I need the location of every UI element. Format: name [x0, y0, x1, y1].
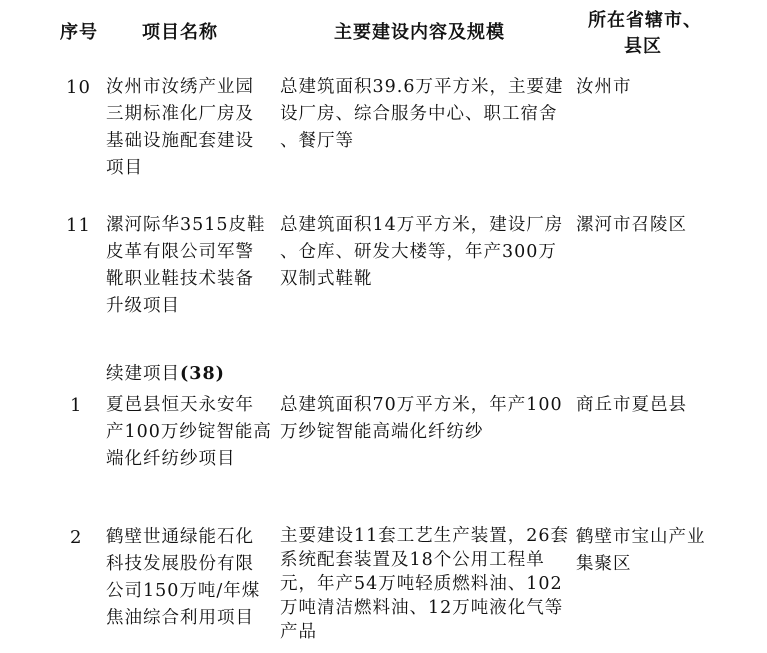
row-1-content: 总建筑面积70万平方米，年产100 万纱锭智能高端化纤纺纱 [280, 395, 563, 442]
section-count: (38) [180, 364, 225, 384]
row-11-region: 漯河市召陵区 [576, 215, 687, 235]
header-col-region-line1: 所在省辖市、 [588, 10, 702, 31]
header-col-content: 主要建设内容及规模 [334, 22, 505, 43]
row-11-content: 总建筑面积14万平方米，建设厂房 、仓库、研发大楼等，年产300万 双制式鞋靴 [280, 215, 564, 289]
row-1-no: 1 [70, 395, 83, 416]
row-2-content: 主要建设11套工艺生产装置，26套 系统配套装置及18个公用工程单 元，年产54万吨轻质燃料油、102 万吨清洁燃料油、12万吨液化气等 产品 [280, 526, 570, 642]
row-10-no: 10 [66, 77, 91, 98]
row-11-no: 11 [66, 215, 91, 236]
header-col-region-line2: 县区 [624, 36, 662, 57]
row-2-no: 2 [70, 527, 83, 548]
header-col-name: 项目名称 [142, 22, 218, 43]
row-10-content: 总建筑面积39.6万平方米，主要建 设厂房、综合服务中心、职工宿舍 、餐厅等 [280, 77, 564, 151]
header-col-no: 序号 [60, 22, 98, 43]
section-label: 续建项目 [106, 364, 180, 384]
row-1-region: 商丘市夏邑县 [576, 395, 687, 415]
row-10-region: 汝州市 [576, 77, 632, 97]
row-11-name: 漯河际华3515皮鞋 皮革有限公司军警 靴职业鞋技术装备 升级项目 [106, 215, 266, 316]
row-2-region: 鹤壁市宝山产业 集聚区 [576, 527, 706, 574]
section-continuing-projects [106, 334, 225, 388]
row-2-name: 鹤壁世通绿能石化 科技发展股份有限 公司150万吨/年煤 焦油综合利用项目 [106, 527, 261, 628]
row-10-name: 汝州市汝绣产业园 三期标准化厂房及 基础设施配套建设 项目 [106, 77, 254, 178]
row-1-name: 夏邑县恒天永安年 产100万纱锭智能高 端化纤纺纱项目 [106, 395, 272, 469]
